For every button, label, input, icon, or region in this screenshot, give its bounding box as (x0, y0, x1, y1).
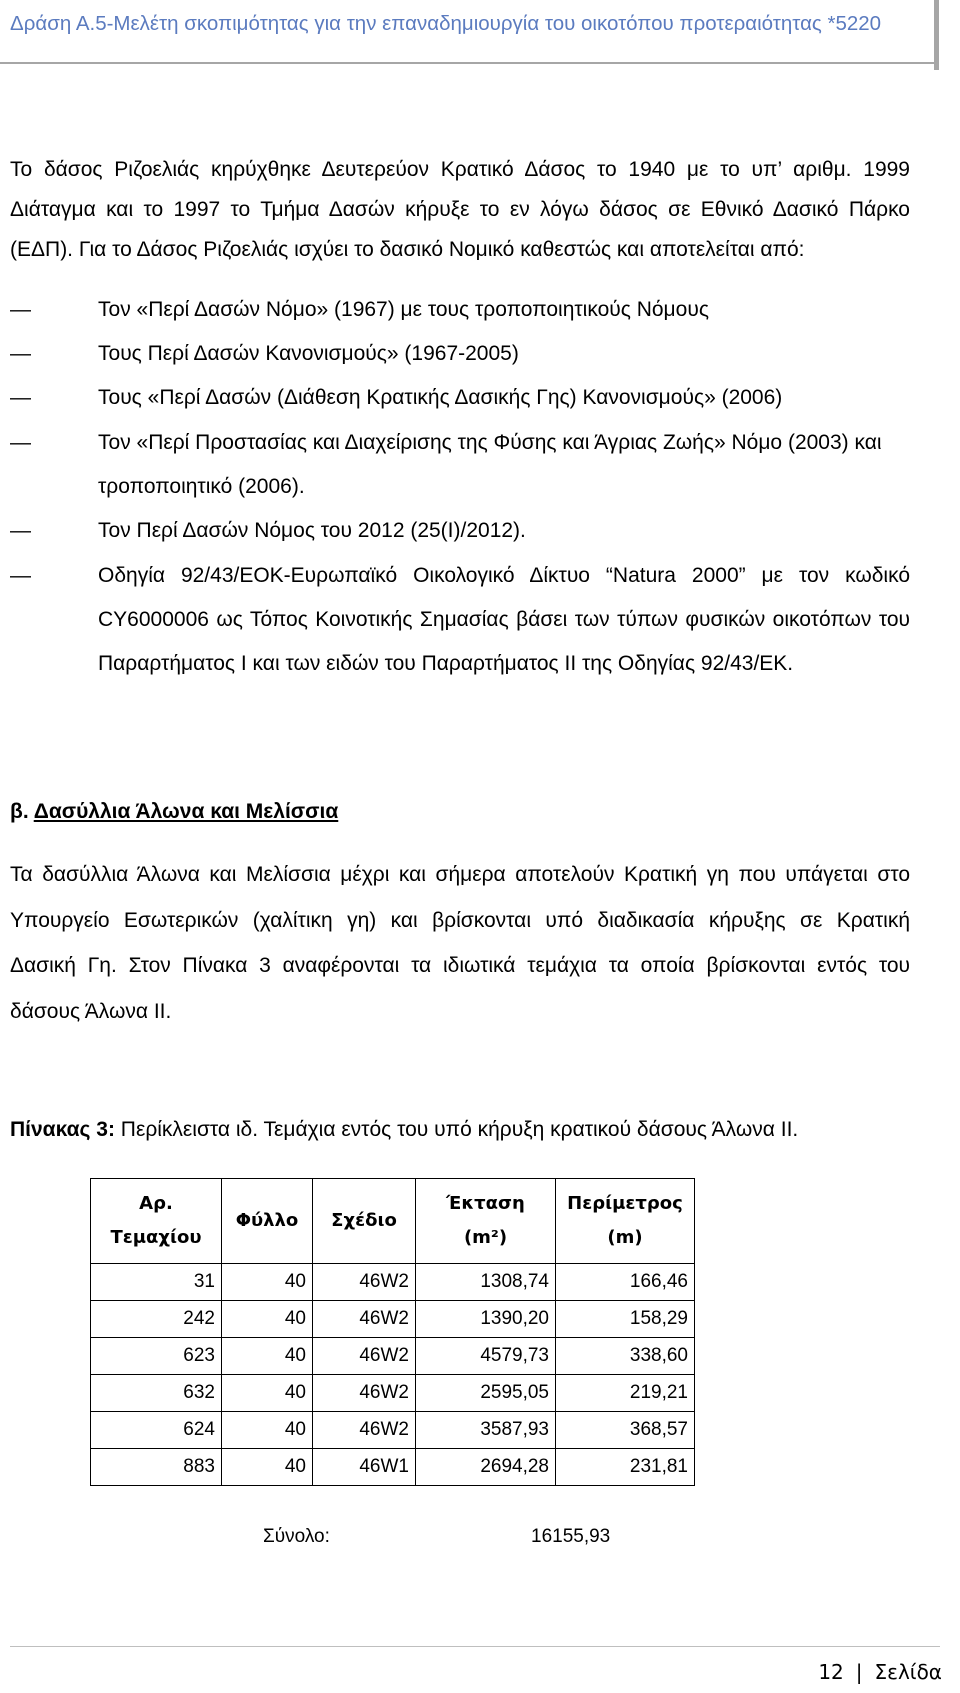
table-row: 883 40 46W1 2694,28 231,81 (91, 1449, 695, 1486)
page-footer (818, 1660, 942, 1684)
header-plan: Σχέδιο (313, 1179, 416, 1264)
footer-separator: | (855, 1660, 863, 1684)
table-row: 31 40 46W2 1308,74 166,46 (91, 1264, 695, 1301)
table-header-row (91, 1179, 695, 1264)
dash-bullet-icon: — (10, 519, 31, 542)
header-area: Έκταση (m²) (416, 1179, 556, 1264)
intro-line-3: (ΕΔΠ). Για το Δάσος Ριζοελιάς ισχύει το δασικό Νομικό καθεστώς και αποτελείται από: (10, 238, 805, 261)
plots-table (90, 1178, 695, 1486)
table-row: 242 40 46W2 1390,20 158,29 (91, 1301, 695, 1338)
page-number: 12 (818, 1660, 844, 1684)
dash-bullet-icon: — (10, 564, 31, 587)
table-row: 623 40 46W2 4579,73 338,60 (91, 1338, 695, 1375)
dash-bullet-icon: — (10, 386, 31, 409)
dash-bullet-icon: — (10, 431, 31, 454)
table-caption: Πίνακας 3: Περίκλειστα ιδ. Τεμάχια εντός του υπό κήρυξη κρατικού δάσους Άλωνα ΙΙ. (10, 1118, 799, 1141)
header-vertical-rule (934, 0, 939, 70)
intro-line-2: Διάταγμα και το 1997 το Τμήμα Δασών κήρυξε το εν λόγω δάσος σε Εθνικό Δασικό Πάρκο (10, 198, 910, 221)
dash-bullet-icon: — (10, 342, 31, 365)
header-sheet: Φύλλο (222, 1179, 313, 1264)
document-header-title: Δράση Α.5-Μελέτη σκοπιμότητας για την επαναδημιουργία του οικοτόπου προτεραιότητας *5220 (10, 12, 882, 35)
section-b-line-3: Δασική Γη. Στον Πίνακα 3 αναφέρονται τα ιδιωτικά τεμάχια τα οποία βρίσκονται εντός του (10, 954, 910, 977)
header-horizontal-rule (0, 62, 934, 64)
table-total-value: 16155,93 (531, 1526, 611, 1547)
header-plot-number: Αρ. Τεμαχίου (91, 1179, 222, 1264)
section-b-line-1: Τα δασύλλια Άλωνα και Μελίσσια μέχρι και σήμερα αποτελούν Κρατική γη που υπάγεται στο (10, 863, 910, 886)
section-heading: β. Δασύλλια Άλωνα και Μελίσσια (10, 800, 339, 823)
intro-line-1: Το δάσος Ριζοελιάς κηρύχθηκε Δευτερεύον Κρατικό Δάσος το 1940 με το υπ’ αριθμ. 1999 (10, 158, 910, 181)
section-b-line-4: δάσους Άλωνα ΙΙ. (10, 1000, 172, 1023)
section-b-line-2: Υπουργείο Εσωτερικών (χαλίτικη γη) και βρίσκονται υπό διαδικασία κήρυξης σε Κρατική (10, 909, 910, 932)
dash-bullet-icon: — (10, 298, 31, 321)
footer-rule (10, 1646, 940, 1647)
table-row: 624 40 46W2 3587,93 368,57 (91, 1412, 695, 1449)
table-row: 632 40 46W2 2595,05 219,21 (91, 1375, 695, 1412)
table-total-label: Σύνολο: (263, 1526, 330, 1547)
page-word: Σελίδα (874, 1660, 942, 1684)
header-perimeter: Περίμετρος (m) (556, 1179, 695, 1264)
